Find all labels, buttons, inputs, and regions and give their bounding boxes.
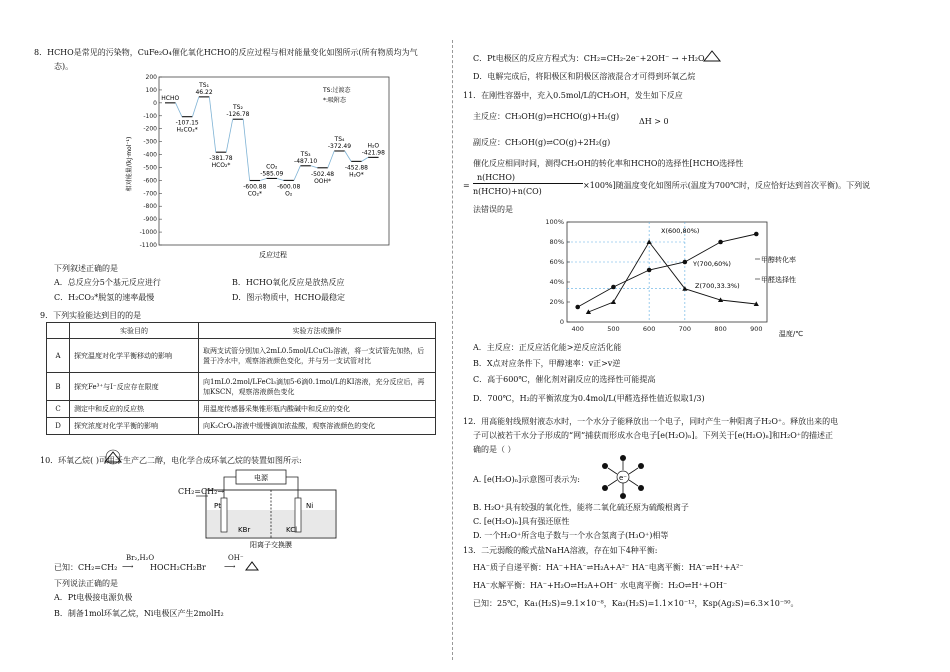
energy-level-label: -487.10 [294, 157, 318, 165]
q11-side-reaction: 副反应：CH₃OH(g)⇌CO(g)+2H₂(g) [473, 138, 611, 147]
data-point [611, 299, 616, 304]
chart2-ytick-label: 40% [549, 278, 564, 286]
q8-option-a[interactable]: A．总反应分5个基元反应进行 [54, 278, 161, 287]
chart2-xlabel: 温度/℃ [778, 330, 804, 338]
row-goal: 测定中和反应的反应热 [70, 401, 199, 418]
energy-level-label: OOH* [314, 177, 332, 185]
q10-prompt: 下列说法正确的是 [54, 579, 118, 588]
arrow-right-icon: ⟶ [122, 562, 134, 571]
q9-table [46, 322, 436, 435]
row-goal: 探究浓度对化学平衡的影响 [70, 418, 199, 435]
annotation-x: X(600,80%) [661, 227, 700, 235]
energy-ytick-label: -1000 [139, 229, 157, 237]
energy-ytick-label: -1100 [139, 242, 157, 249]
energy-ytick-label: -900 [143, 216, 157, 224]
kcl-label: KCl [286, 526, 298, 534]
q10-option-d[interactable]: D．电解完成后，将阳极区和阴极区溶液混合才可得到环氧乙烷 [473, 72, 696, 81]
row-goal: 探究温度对化学平衡移动的影响 [70, 339, 199, 373]
power-supply-label: 电源 [254, 474, 268, 482]
chart2-ytick-label: 20% [549, 298, 564, 306]
table-row [47, 339, 436, 373]
energy-level-label: O₂ [285, 190, 293, 198]
chart2-xtick-label: 600 [642, 325, 656, 333]
q11-option-b[interactable]: B．X点对应条件下，甲醇速率：v正>v逆 [473, 359, 621, 368]
q12-option-d[interactable]: D. 一个H₂O⁺所含电子数与一个水合氢离子(H₃O⁺)相等 [473, 531, 669, 540]
electrolysis-apparatus [146, 468, 356, 548]
energy-level-label: -585.09 [260, 170, 284, 178]
annotation-y: Y(700,60%) [693, 260, 731, 268]
energy-ytick-label: 0 [153, 99, 157, 107]
conversion-selectivity-chart [529, 216, 849, 338]
energy-level-label: -126.78 [226, 111, 250, 119]
energy-connector [192, 97, 198, 117]
q8-prompt: 下列叙述正确的是 [54, 264, 118, 273]
series-line [578, 234, 757, 307]
q11-stem: 11．在刚性容器中，充入0.5mol/L的CH₃OH，发生如下反应 [463, 91, 683, 100]
energy-ytick-label: 200 [145, 74, 157, 81]
energy-ytick-label: -700 [143, 190, 157, 198]
energy-level-label: H₂CO₂* [176, 126, 198, 134]
energy-ylabel: 相对能量/(kJ·mol⁻¹) [126, 136, 133, 192]
data-point [647, 268, 652, 273]
ethylene-feed-label: CH₂=CH₂→ [178, 487, 225, 496]
q10-option-a[interactable]: A．Pt电极接电源负极 [54, 593, 133, 602]
q11-main-reaction: 主反应：CH₃OH(g)⇌HCHO(g)+H₂(g) [473, 112, 620, 121]
ethylene-oxide-icon [244, 560, 260, 572]
energy-level-label: -502.48 [310, 170, 335, 178]
energy-connector [294, 166, 300, 181]
table-row [47, 373, 436, 401]
q8-stem-line2: 态)。 [54, 62, 74, 71]
fraction-bar [473, 183, 583, 184]
row-key: A [47, 339, 70, 373]
data-point [718, 240, 723, 245]
energy-level-label: -107.15 [175, 119, 199, 127]
table-header-goal: 实验目的 [70, 323, 199, 339]
energy-connector [260, 178, 266, 180]
chart2-ytick-label: 60% [549, 258, 564, 266]
equals-sign: = [463, 181, 470, 190]
energy-connector [328, 151, 334, 168]
energy-ytick-label: -300 [143, 138, 157, 146]
row-key: D [47, 418, 70, 435]
chart2-xtick-label: 500 [607, 325, 620, 333]
row-method: 向K₂CrO₄溶液中缓慢滴加浓盐酸，观察溶液颜色的变化 [199, 418, 436, 435]
row-method: 取两支试管分别加入2mL0.5mol/LCuCl₂溶液，将一支试管先加热，后置于冷水中，观察溶液颜色变化，并与另一支试管对比 [199, 339, 436, 373]
energy-level-label: HCHO [161, 94, 180, 102]
energy-ytick-label: -200 [143, 125, 157, 133]
q11-desc-line3: 法错误的是 [473, 205, 513, 214]
q12-stem-line1: 12．用高能射线照射液态水时，一个水分子能释放出一个电子，同时产生一种阳离子H₂O⁺。释放出来的电 [463, 417, 839, 426]
ni-electrode-label: Ni [306, 502, 314, 510]
energy-connector [243, 119, 249, 180]
q11-desc-line2: ×100%]随温度变化如图所示(温度为700℃时，反应恰好达到首次平衡)。下列说 [583, 181, 871, 190]
q11-option-d[interactable]: D．700℃，H₂的平衡浓度为0.4mol/L(甲醛选择性值近似取1/3) [473, 394, 705, 403]
energy-connector [362, 157, 368, 161]
energy-level-label: -381.78 [209, 155, 233, 163]
chart2-xtick-label: 700 [678, 325, 692, 333]
q11-frac-num: n(HCHO) [477, 173, 516, 182]
energy-level-label: TS₁ [199, 81, 210, 89]
energy-legend-ts: TS:过渡态 [323, 87, 351, 94]
energy-level-label: TS₃ [300, 150, 311, 158]
chart2-ytick-label: 0 [559, 318, 564, 326]
data-point [575, 305, 580, 310]
q11-desc-line1: 催化反应相同时间，测得CH₃OH的转化率和HCHO的选择性[HCHO选择性 [473, 159, 744, 168]
energy-level-label: -372.49 [327, 142, 352, 150]
energy-level-label: CO₂* [247, 190, 263, 198]
data-point [683, 260, 688, 265]
q13-line2: HA⁻水解平衡：HA⁻+H₂O⇌H₂A+OH⁻ 水电离平衡：H₂O⇌H⁺+OH⁻ [473, 581, 728, 590]
q9-stem: 9．下列实验能达到目的的是 [40, 311, 142, 320]
energy-legend-ads: *:吸附态 [323, 97, 347, 104]
energy-ytick-label: -100 [143, 112, 157, 120]
pt-electrode-label: Pt [214, 502, 221, 510]
table-row [47, 418, 436, 435]
q12-option-c[interactable]: C. [e(H₂O)ₙ]具有强还原性 [473, 517, 570, 526]
q8-option-b[interactable]: B．HCHO氧化反应是放热反应 [232, 278, 345, 287]
energy-level-label: TS₄ [334, 135, 345, 143]
energy-connector [277, 178, 283, 180]
q8-option-d[interactable]: D．图示物质中，HCHO最稳定 [232, 293, 346, 302]
arrow-right-icon: ⟶ [224, 562, 236, 571]
energy-level-label: -421.98 [361, 149, 385, 157]
energy-xlabel: 反应过程 [259, 251, 287, 259]
energy-level-label: -600.88 [243, 183, 267, 191]
kbr-label: KBr [238, 526, 251, 534]
chart2-xtick-label: 800 [714, 325, 727, 333]
energy-level-label: HCO₂* [211, 162, 231, 170]
column-divider [452, 40, 453, 660]
q12-option-b[interactable]: B. H₂O⁺具有较强的氧化性，能将二氧化硫还原为硫酸根离子 [473, 503, 689, 512]
q10-known-cond2: OH⁻ [228, 554, 244, 562]
table-row [47, 401, 436, 418]
q13-line3: 已知：25℃，Ka₁(H₂S)=9.1×10⁻⁸，Ka₂(H₂S)=1.1×10⁻¹²，Ksp(Ag₂S)=6.3×10⁻⁵⁰。 [473, 599, 799, 608]
ethylene-oxide-icon [701, 48, 723, 64]
row-key: C [47, 401, 70, 418]
energy-connector [345, 151, 351, 161]
data-point [647, 239, 652, 244]
q10-known-cond1: Br₂,H₂O [126, 554, 155, 562]
row-key: B [47, 373, 70, 401]
energy-profile-chart [123, 74, 393, 260]
energy-level-label: H₂O* [349, 171, 364, 179]
q8-option-c[interactable]: C．H₂CO₃*脱氢的速率最慢 [54, 293, 155, 302]
energy-connector [226, 119, 232, 152]
q11-option-a[interactable]: A．主反应：正反应活化能>逆反应活化能 [473, 343, 622, 352]
q12-stem-line2: 子可以被若干水分子形成的“网”捕获而形成水合电子[e(H₂O)ₙ]。下列关于[e(H₂O)ₙ]和H₂O⁺的描述正 [473, 431, 833, 440]
membrane-label: 阳离子交换膜 [250, 541, 292, 548]
energy-level-label: H₂O [367, 142, 380, 150]
energy-level-label: 46.22 [195, 88, 213, 96]
data-point [754, 232, 759, 237]
q12-option-a[interactable]: A. [e(H₂O)ₙ]示意图可表示为: [473, 475, 580, 484]
ethylene-oxide-icon [102, 449, 124, 465]
legend-conversion: 甲醇转化率 [761, 256, 796, 264]
energy-ytick-label: -400 [143, 151, 157, 159]
chart2-xtick-label: 400 [571, 325, 584, 333]
q10-option-b[interactable]: B．制备1mol环氧乙烷，Ni电极区产生2molH₂ [54, 609, 224, 618]
legend-selectivity: 甲醛选择性 [761, 276, 796, 284]
energy-level-label: CO₂ [266, 163, 278, 171]
energy-level-label: TS₂ [232, 104, 243, 112]
energy-connector [175, 103, 181, 117]
q13-line1: HA⁻质子自递平衡：HA⁻+HA⁻⇌H₂A+A²⁻ HA⁻电离平衡：HA⁻⇌H⁺+A²⁻ [473, 563, 744, 572]
data-point [611, 285, 616, 290]
row-method: 向1mL0.2mol/LFeCl₃滴加5-6滴0.1mol/L的KI溶液，充分反应后，再加KSCN，观察溶液颜色变化 [199, 373, 436, 401]
q10-known-mid: HOCH₂CH₂Br [150, 563, 206, 572]
q11-frac-den: n(HCHO)+n(CO) [473, 187, 542, 196]
energy-connector [311, 166, 317, 168]
svg-text:e⁻: e⁻ [618, 474, 628, 482]
table-header-method: 实验方法或操作 [199, 323, 436, 339]
energy-ytick-label: -800 [143, 203, 157, 211]
energy-ytick-label: 100 [145, 86, 157, 94]
q12-stem-line3: 确的是（ ） [473, 445, 516, 454]
energy-ytick-label: -600 [143, 177, 157, 185]
q10-option-c[interactable]: C．Pt电极区的反应方程式为：CH₂=CH₂-2e⁻+2OH⁻ → +H₂O [473, 54, 705, 63]
energy-level-label: -600.08 [277, 183, 301, 191]
q11-main-dh: ΔH > 0 [639, 117, 669, 126]
hydrated-electron-diagram [593, 452, 653, 502]
row-goal: 探究Fe³⁺与I⁻反应存在限度 [70, 373, 199, 401]
q8-stem-line1: 8．HCHO是常见的污染物，CuFe₂O₄催化氧化HCHO的反应过程与相对能量变化如图所示(所有物质均为气 [34, 48, 418, 57]
energy-ytick-label: -500 [143, 164, 157, 172]
chart2-ytick-label: 100% [545, 218, 564, 226]
annotation-z: Z(700,33.3%) [695, 282, 740, 290]
energy-connector [209, 97, 215, 152]
q11-option-c[interactable]: C．高于600℃，催化剂对副反应的选择性可能提高 [473, 375, 656, 384]
row-method: 用温度传感器采集锥形瓶内酸碱中和反应的变化 [199, 401, 436, 418]
q10-known-start: 已知：CH₂=CH₂ [54, 563, 118, 572]
chart2-ytick-label: 80% [549, 238, 564, 246]
energy-level-label: -452.88 [344, 164, 368, 172]
table-header-row [47, 323, 436, 339]
q10-stem: 10．环氧乙烷( )可用于生产乙二醇，电化学合成环氧乙烷的装置如图所示: [40, 456, 302, 465]
q13-stem: 13．二元弱酸的酸式盐NaHA溶液，存在如下4种平衡: [463, 546, 658, 555]
chart2-xtick-label: 900 [750, 325, 763, 333]
